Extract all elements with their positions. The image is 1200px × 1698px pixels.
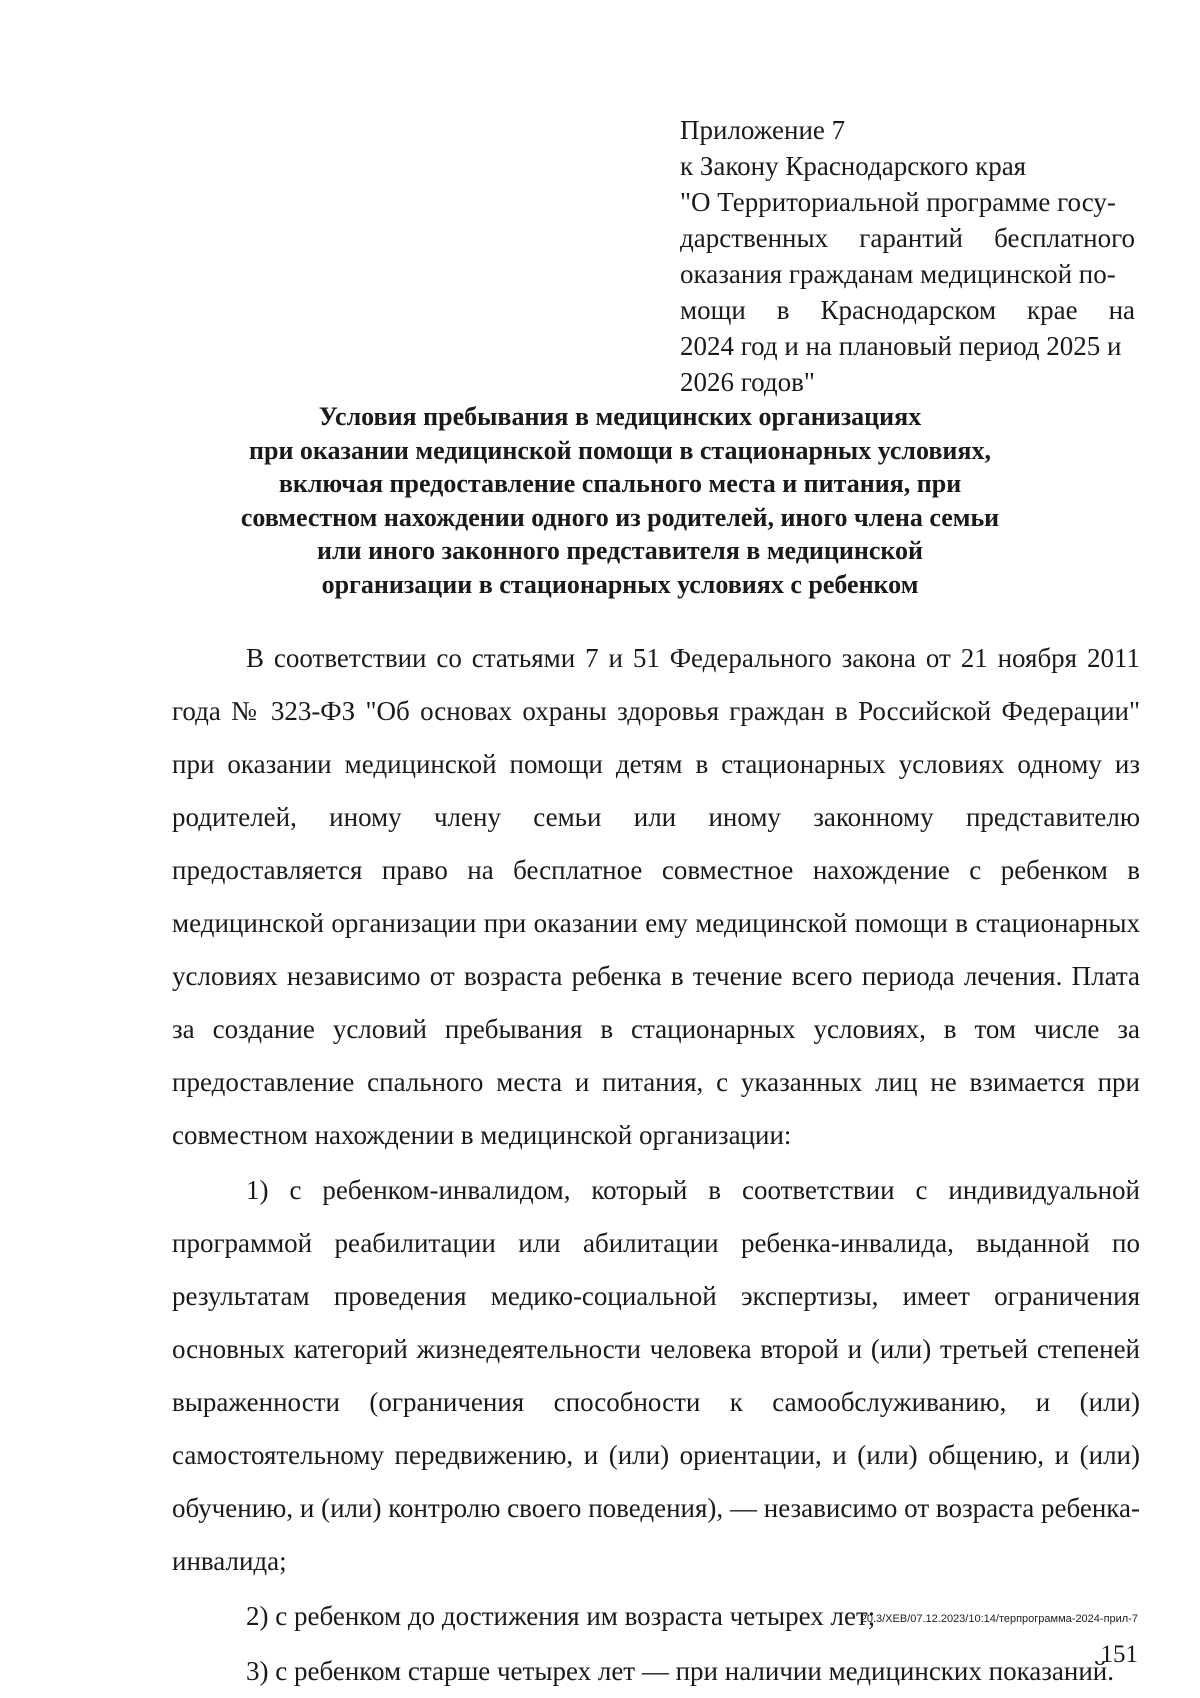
appendix-line: "О Территориальной программе госу- xyxy=(680,187,1116,217)
intro-paragraph: В соответствии со статьями 7 и 51 Федерального закона от 21 ноября 2011 года № 323-ФЗ "Об основах охраны здоровья граждан в Российской Федерации" при оказании медицинской помощи детям в стационарных условиях одному из родителей, иному члену семьи или иному законному представителю предоставляется право на бесплатное совместное нахождение с ребенком в медицинской организации при оказании ему медицинской помощи в стационарных условиях независимо от возраста ребенка в течение всего периода лечения. Плата за создание условий пребывания в стационарных условиях, в том числе за предоставление спального места и питания, с указанных лиц не взимается при совместном нахождении в медицинской организации: xyxy=(172,643,1140,1150)
title-line: или иного законного представителя в медицинской xyxy=(317,536,923,565)
title-line: включая предоставление спального места и питания, при xyxy=(278,469,962,498)
title-line: Условия пребывания в медицинских организациях xyxy=(318,402,922,431)
title-line: при оказании медицинской помощи в стационарных условиях, xyxy=(249,435,991,465)
title-line: совместном нахождении одного из родителей, иного члена семьи xyxy=(240,502,1000,532)
appendix-line: дарственных гарантий бесплатного xyxy=(680,223,1135,253)
appendix-header xyxy=(680,112,1135,400)
appendix-line: Приложение 7 xyxy=(680,115,846,145)
list-item: 1) с ребенком-инвалидом, который в соответствии с индивидуальной программой реабилитации или абилитации ребенка-инвалида, выданной по результатам проведения медико-социальной экспертизы, имеет ограничения основных категорий жизнедеятельности человека второй и (или) третьей степеней выраженности (ограничения способности к самообслуживанию, и (или) самостоятельному передвижению, и (или) ориентации, и (или) общению, и (или) обучению, и (или) контролю своего поведения), — независимо от возраста ребенка-инвалида; xyxy=(172,1175,1140,1576)
document-code: 20.3/ХЕВ/07.12.2023/10:14/терпрограмма-2024-прил-7 xyxy=(860,1613,1138,1625)
list-item: 3) с ребенком старше четырех лет — при наличии медицинских показаний. xyxy=(246,1656,1115,1686)
appendix-line: мощи в Краснодарском крае на xyxy=(680,295,1135,325)
appendix-line: 2026 годов" xyxy=(680,367,815,397)
document-body xyxy=(172,632,1140,1698)
title-line: организации в стационарных условиях с ребенком xyxy=(321,569,919,599)
document-title xyxy=(170,400,1070,601)
appendix-line: к Закону Краснодарского края xyxy=(680,151,1027,181)
appendix-line: оказания гражданам медицинской по- xyxy=(680,259,1116,289)
appendix-line: 2024 год и на плановый период 2025 и xyxy=(680,331,1122,361)
page-number: 151 xyxy=(1100,1641,1138,1668)
list-item: 2) с ребенком до достижения им возраста четырех лет; xyxy=(246,1601,876,1631)
